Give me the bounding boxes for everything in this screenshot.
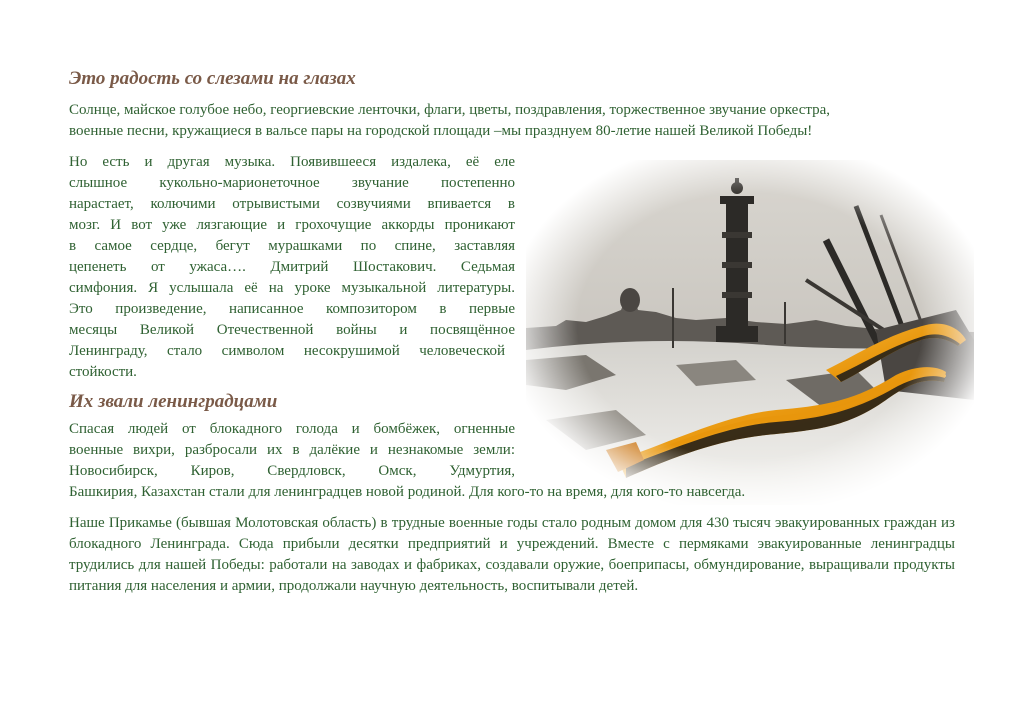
evac-line: Новосибирск, Киров, Свердловск, Омск, Удмуртия, (69, 463, 515, 479)
music-line: Ленинграду, стало символом несокрушимой человеческой (69, 343, 505, 359)
music-line: слышное кукольно-марионеточное звучание постепенно (69, 175, 515, 191)
article-body (69, 66, 955, 597)
music-line: Но есть и другая музыка. Появившееся издалека, её еле (69, 154, 515, 170)
intro-line-2: военные песни, кружащиеся в вальсе пары на городской площади –мы празднуем 80-летие нашей Великой Победы! (69, 123, 813, 139)
music-line: нарастает, колючими отрывистыми созвучиями впивается в (69, 196, 515, 212)
evac-line: Спасая людей от блокадного голода и бомбёжек, огненные (69, 421, 515, 437)
intro-paragraph (69, 100, 955, 142)
music-line: в самое сердце, бегут мурашками по спине, заставляя (69, 238, 515, 254)
music-line: цепенеть от ужаса…. Дмитрий Шостакович. Седьмая (69, 259, 515, 275)
intro-line-1: Солнце, майское голубое небо, георгиевские ленточки, флаги, цветы, поздравления, торжественное звучание оркестра, (69, 102, 830, 118)
music-line: стойкости. (69, 364, 137, 380)
music-paragraph (69, 152, 515, 383)
heading-they-were-leningraders: Их звали ленинградцами (69, 391, 278, 412)
evac-line: военные вихри, разбросали их в далёкие и незнакомые земли: (69, 442, 515, 458)
prikamye-paragraph: Наше Прикамье (бывшая Молотовская область) в трудные военные годы стало родным домом для 430 тысяч эвакуированных граждан из блокадного Ленинграда. Сюда прибыли десятки предприятий и учреждений. Вместе с пермяками эвакуированные ленинградцы трудились для нашей Победы: работали на заводах и фабриках, создавали оружие, боеприпасы, обмундирование, выращивали продукты питания для населения и армии, продолжали научную деятельность, воспитывали детей. (69, 515, 955, 594)
music-line: месяцы Великой Отечественной войны и посвящённое (69, 322, 515, 338)
music-line: Это произведение, написанное композитором в первые (69, 301, 515, 317)
music-line: симфония. Я услышала её на уроке музыкальной литературы. (69, 280, 515, 296)
evac-line: Башкирия, Казахстан стали для ленинградцев новой родиной. Для кого-то на время, для кого-то навсегда. (69, 484, 746, 500)
heading-joy-with-tears: Это радость со слезами на глазах (69, 68, 356, 89)
evacuation-paragraph (69, 419, 955, 503)
music-line: мозг. И вот уже лязгающие и грохочущие аккорды проникают (69, 217, 515, 233)
